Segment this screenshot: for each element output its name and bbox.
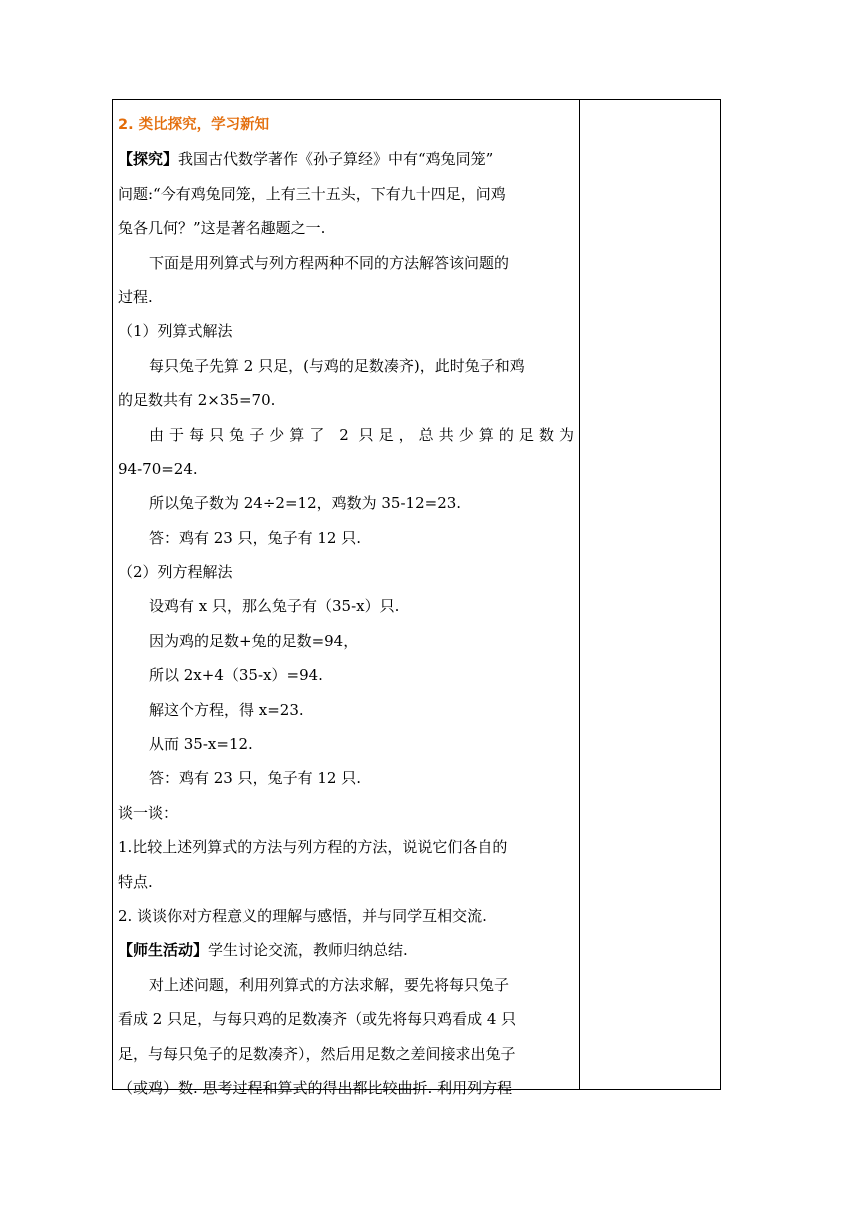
activity-tag: 【师生活动】 <box>118 941 209 960</box>
method1-answer: 答：鸡有 23 只，兔子有 12 只. <box>149 528 362 547</box>
explore-line-2: 问题:“今有鸡兔同笼，上有三十五头，下有九十四足，问鸡 <box>118 184 506 203</box>
method1-p2-line-2: 94-70=24. <box>118 459 198 478</box>
method1-p3: 所以兔子数为 24÷2=12，鸡数为 35-12=23. <box>149 494 462 513</box>
summary-line-1: 对上述问题，利用列算式的方法求解，要先将每只兔子 <box>149 975 510 994</box>
discuss-q1-line-2: 特点. <box>118 872 153 891</box>
method1-p2-line-1: 由于每只兔子少算了 2 只足，总共少算的足数为 <box>149 425 574 444</box>
method2-line-5: 从而 35-x=12. <box>149 735 253 754</box>
explore-line-3: 兔各几何？”这是著名趣题之一. <box>118 219 326 238</box>
content-cell <box>118 108 574 1105</box>
column-divider <box>579 100 580 1089</box>
method1-title: （1）列算式解法 <box>118 322 233 341</box>
method2-line-4: 解这个方程，得 x=23. <box>149 700 304 719</box>
intro-line-2: 过程. <box>118 287 153 306</box>
method2-answer: 答：鸡有 23 只，兔子有 12 只. <box>149 769 362 788</box>
method1-p1-line-1: 每只兔子先算 2 只足，(与鸡的足数凑齐)，此时兔子和鸡 <box>149 356 525 375</box>
method1-p1-line-2: 的足数共有 2×35=70. <box>118 391 276 410</box>
section-heading: 2. 类比探究，学习新知 <box>118 117 270 133</box>
activity-line <box>118 933 574 967</box>
explore-tag: 【探究】 <box>118 150 179 169</box>
activity-text: 学生讨论交流，教师归纳总结. <box>208 941 408 960</box>
method2-line-1: 设鸡有 x 只，那么兔子有（35-x）只. <box>149 597 400 616</box>
summary-line-2: 看成 2 只足，与每只鸡的足数凑齐（或先将每只鸡看成 4 只 <box>118 1010 517 1029</box>
discuss-q1-line-1: 1.比较上述列算式的方法与列方程的方法，说说它们各自的 <box>118 838 508 857</box>
method2-line-3: 所以 2x+4（35-x）=94. <box>149 666 323 685</box>
explore-line-1 <box>118 142 574 176</box>
method2-line-2: 因为鸡的足数+兔的足数=94， <box>149 631 359 650</box>
discuss-q2: 2. 谈谈你对方程意义的理解与感悟，并与同学互相交流. <box>118 906 487 925</box>
lesson-table <box>112 99 721 1097</box>
explore-text-1: 我国古代数学著作《孙子算经》中有“鸡兔同笼” <box>178 150 494 169</box>
summary-line-3: 足，与每只兔子的足数凑齐），然后用足数之差间接求出兔子 <box>118 1044 516 1063</box>
discuss-title: 谈一谈： <box>118 803 179 822</box>
method2-title: （2）列方程解法 <box>118 563 233 582</box>
summary-line-4: （或鸡）数. 思考过程和算式的得出都比较曲折. 利用列方程 <box>118 1078 513 1097</box>
intro-line-1: 下面是用列算式与列方程两种不同的方法解答该问题的 <box>149 253 510 272</box>
